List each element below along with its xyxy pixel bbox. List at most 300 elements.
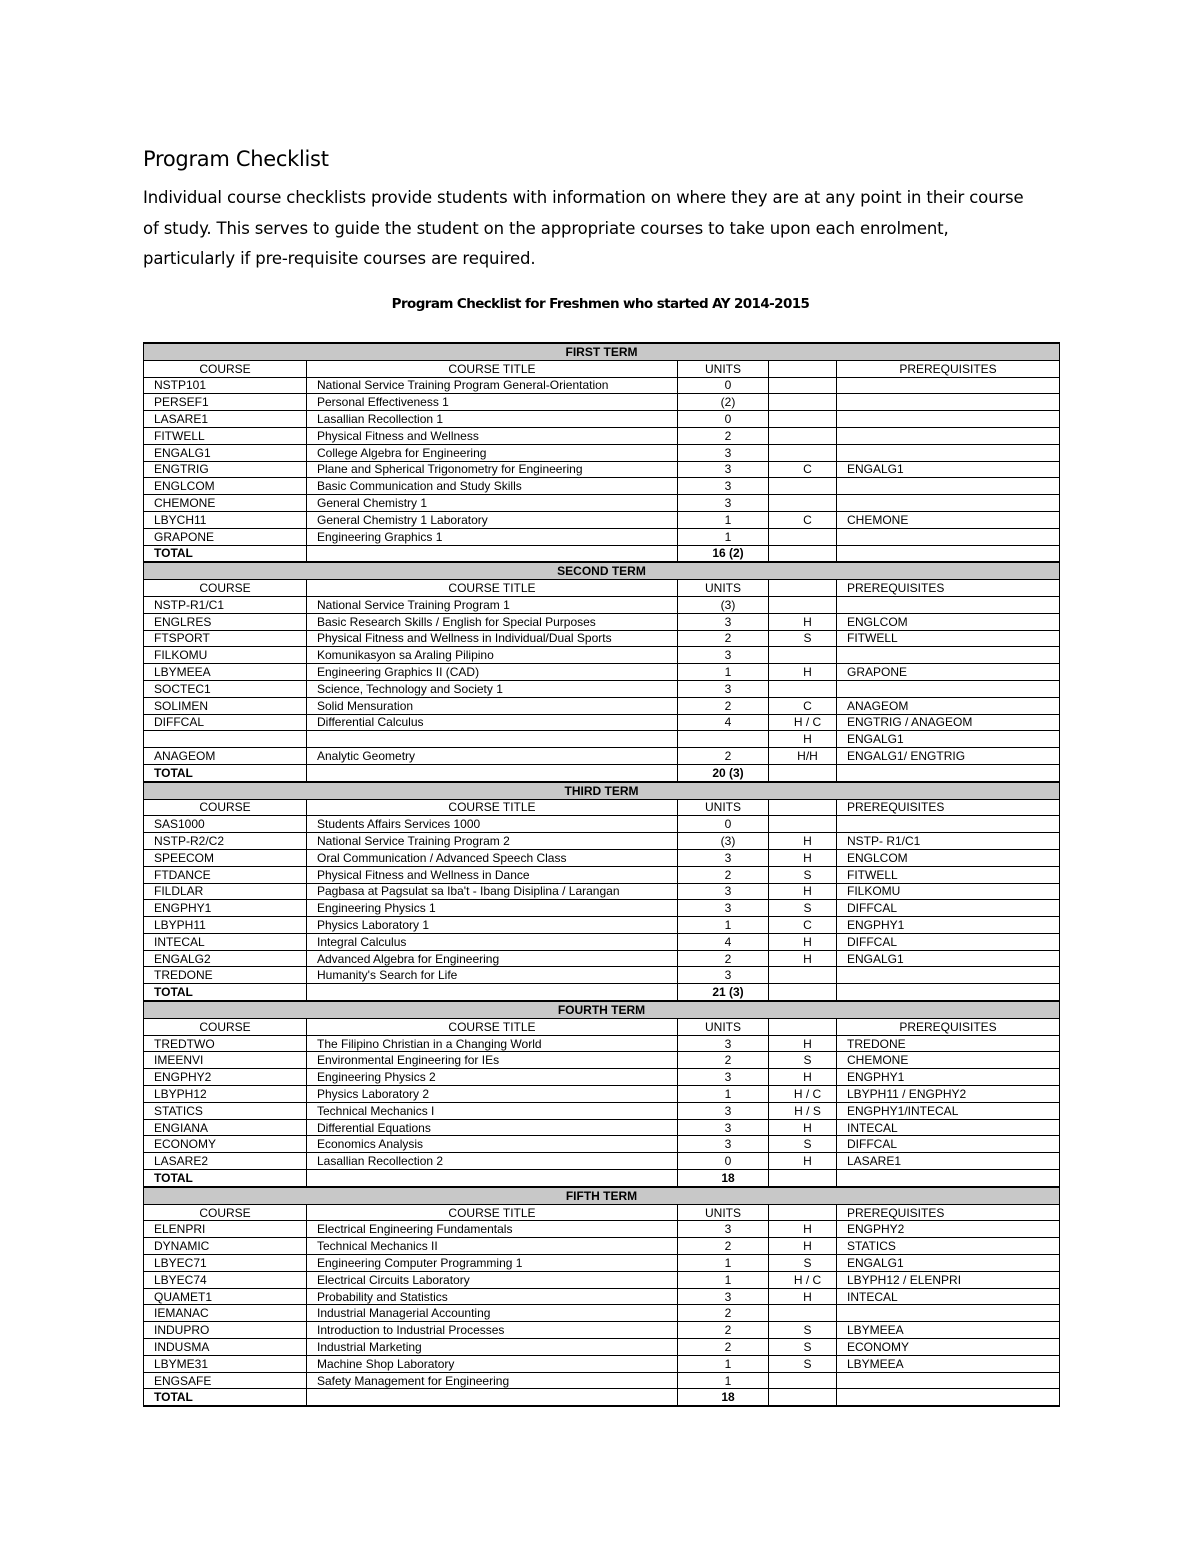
- course-code: TREDTWO: [144, 1035, 307, 1052]
- course-row: [144, 664, 1060, 681]
- column-header-units: UNITS: [678, 360, 769, 377]
- column-header-row: [144, 580, 1060, 597]
- course-code: SOLIMEN: [144, 697, 307, 714]
- prerequisite-type: [769, 377, 837, 394]
- column-header-title: COURSE TITLE: [307, 580, 678, 597]
- total-blank: [837, 764, 1060, 781]
- course-row: [144, 1355, 1060, 1372]
- course-prerequisites: [837, 1305, 1060, 1322]
- course-units: 2: [678, 630, 769, 647]
- prerequisite-type: H: [769, 849, 837, 866]
- course-prerequisites: [837, 478, 1060, 495]
- course-code: ENGLRES: [144, 613, 307, 630]
- term-name: FOURTH TERM: [144, 1001, 1060, 1018]
- course-code: NSTP-R1/C1: [144, 596, 307, 613]
- column-header-blank: [769, 1204, 837, 1221]
- prerequisite-type: [769, 967, 837, 984]
- prerequisite-type: H/H: [769, 748, 837, 765]
- course-row: [144, 950, 1060, 967]
- total-blank: [769, 1170, 837, 1187]
- course-units: 1: [678, 511, 769, 528]
- course-code: NSTP101: [144, 377, 307, 394]
- course-code: FILKOMU: [144, 647, 307, 664]
- course-prerequisites: ENGLCOM: [837, 849, 1060, 866]
- prerequisite-type: H: [769, 1288, 837, 1305]
- course-units: 3: [678, 613, 769, 630]
- course-title: Pagbasa at Pagsulat sa Iba't - Ibang Disiplina / Larangan: [307, 883, 678, 900]
- prerequisite-type: H: [769, 1035, 837, 1052]
- prerequisite-type: [769, 394, 837, 411]
- course-row: [144, 444, 1060, 461]
- course-code: STATICS: [144, 1102, 307, 1119]
- column-header-prerequisites: PREREQUISITES: [837, 360, 1060, 377]
- prerequisite-type: [769, 411, 837, 428]
- intro-paragraph: Individual course checklists provide students with information on where they are at any point in their course of study. This serves to guide the student on the appropriate courses to take upon each enrolment, particularly if pre-requisite courses are required.: [143, 188, 1024, 268]
- course-prerequisites: ECONOMY: [837, 1339, 1060, 1356]
- course-row: [144, 630, 1060, 647]
- course-code: ANAGEOM: [144, 748, 307, 765]
- term-header-row: [144, 782, 1060, 799]
- course-code: PERSEF1: [144, 394, 307, 411]
- course-prerequisites: [837, 411, 1060, 428]
- course-row: [144, 1136, 1060, 1153]
- course-units: 3: [678, 680, 769, 697]
- course-units: 3: [678, 444, 769, 461]
- course-units: 1: [678, 528, 769, 545]
- page-heading: Program Checklist: [143, 147, 329, 171]
- column-header-blank: [769, 1018, 837, 1035]
- course-units: 1: [678, 1355, 769, 1372]
- course-units: 3: [678, 967, 769, 984]
- course-row: [144, 427, 1060, 444]
- course-title: Economics Analysis: [307, 1136, 678, 1153]
- term-header-row: [144, 1001, 1060, 1018]
- course-prerequisites: ENGALG1: [837, 1255, 1060, 1272]
- course-row: [144, 411, 1060, 428]
- course-units: 2: [678, 697, 769, 714]
- course-units: 1: [678, 1086, 769, 1103]
- total-blank: [837, 545, 1060, 562]
- total-blank: [837, 984, 1060, 1001]
- column-header-prerequisites: PREREQUISITES: [837, 799, 1060, 816]
- total-label: TOTAL: [144, 984, 307, 1001]
- column-header-title: COURSE TITLE: [307, 1018, 678, 1035]
- course-prerequisites: ENGPHY2: [837, 1221, 1060, 1238]
- course-row: [144, 511, 1060, 528]
- course-row: [144, 816, 1060, 833]
- course-code: FILDLAR: [144, 883, 307, 900]
- total-blank: [837, 1389, 1060, 1406]
- course-code: IEMANAC: [144, 1305, 307, 1322]
- course-title: Machine Shop Laboratory: [307, 1355, 678, 1372]
- term-name: FIRST TERM: [144, 343, 1060, 360]
- course-prerequisites: ENGALG1: [837, 731, 1060, 748]
- prerequisite-type: S: [769, 630, 837, 647]
- course-title: Engineering Computer Programming 1: [307, 1255, 678, 1272]
- course-code: LBYEC71: [144, 1255, 307, 1272]
- course-units: 1: [678, 1255, 769, 1272]
- course-row: [144, 1102, 1060, 1119]
- course-title: Integral Calculus: [307, 933, 678, 950]
- course-title: Solid Mensuration: [307, 697, 678, 714]
- total-units: 18: [678, 1389, 769, 1406]
- course-row: [144, 1372, 1060, 1389]
- course-row: [144, 394, 1060, 411]
- course-prerequisites: ANAGEOM: [837, 697, 1060, 714]
- prerequisite-type: [769, 528, 837, 545]
- prerequisite-type: H: [769, 1153, 837, 1170]
- column-header-blank: [769, 580, 837, 597]
- course-code: LBYEC74: [144, 1271, 307, 1288]
- course-row: [144, 933, 1060, 950]
- prerequisite-type: H: [769, 613, 837, 630]
- course-row: [144, 1035, 1060, 1052]
- course-row: [144, 478, 1060, 495]
- column-header-title: COURSE TITLE: [307, 1204, 678, 1221]
- course-row: [144, 461, 1060, 478]
- prerequisite-type: H / C: [769, 1086, 837, 1103]
- course-row: [144, 1255, 1060, 1272]
- course-code: ENGSAFE: [144, 1372, 307, 1389]
- course-code: [144, 731, 307, 748]
- prerequisite-type: C: [769, 917, 837, 934]
- course-units: 0: [678, 1153, 769, 1170]
- course-row: [144, 1339, 1060, 1356]
- prerequisite-type: [769, 1372, 837, 1389]
- total-blank: [307, 984, 678, 1001]
- course-prerequisites: [837, 495, 1060, 512]
- course-prerequisites: ENGPHY1/INTECAL: [837, 1102, 1060, 1119]
- total-blank: [769, 1389, 837, 1406]
- course-units: (3): [678, 833, 769, 850]
- term-total-row: [144, 764, 1060, 781]
- course-title: Humanity's Search for Life: [307, 967, 678, 984]
- course-row: [144, 596, 1060, 613]
- course-row: [144, 1153, 1060, 1170]
- course-code: LBYPH11: [144, 917, 307, 934]
- course-prerequisites: ENGPHY1: [837, 1069, 1060, 1086]
- course-title: Engineering Physics 2: [307, 1069, 678, 1086]
- course-units: 3: [678, 478, 769, 495]
- prerequisite-type: [769, 1305, 837, 1322]
- term-name: FIFTH TERM: [144, 1187, 1060, 1204]
- course-prerequisites: GRAPONE: [837, 664, 1060, 681]
- total-blank: [307, 1170, 678, 1187]
- total-blank: [769, 545, 837, 562]
- total-blank: [307, 1389, 678, 1406]
- prerequisite-type: H: [769, 933, 837, 950]
- course-units: 2: [678, 1238, 769, 1255]
- course-row: [144, 714, 1060, 731]
- course-units: 3: [678, 647, 769, 664]
- course-title: General Chemistry 1 Laboratory: [307, 511, 678, 528]
- course-prerequisites: LBYMEEA: [837, 1355, 1060, 1372]
- column-header-row: [144, 360, 1060, 377]
- column-header-course: COURSE: [144, 360, 307, 377]
- column-header-prerequisites: PREREQUISITES: [837, 580, 1060, 597]
- course-units: 3: [678, 1119, 769, 1136]
- course-title: Advanced Algebra for Engineering: [307, 950, 678, 967]
- course-title: Differential Equations: [307, 1119, 678, 1136]
- course-row: [144, 680, 1060, 697]
- course-code: LASARE1: [144, 411, 307, 428]
- column-header-row: [144, 1204, 1060, 1221]
- course-units: 3: [678, 1221, 769, 1238]
- total-units: 18: [678, 1170, 769, 1187]
- course-title: Physics Laboratory 2: [307, 1086, 678, 1103]
- course-title: General Chemistry 1: [307, 495, 678, 512]
- prerequisite-type: S: [769, 1052, 837, 1069]
- course-row: [144, 1052, 1060, 1069]
- prerequisite-type: H / C: [769, 1271, 837, 1288]
- course-units: 3: [678, 1102, 769, 1119]
- prerequisite-type: S: [769, 1136, 837, 1153]
- prerequisite-type: [769, 427, 837, 444]
- total-label: TOTAL: [144, 1389, 307, 1406]
- course-prerequisites: [837, 647, 1060, 664]
- total-units: 20 (3): [678, 764, 769, 781]
- course-prerequisites: [837, 967, 1060, 984]
- course-row: [144, 647, 1060, 664]
- course-units: 4: [678, 933, 769, 950]
- course-code: ENGPHY1: [144, 900, 307, 917]
- course-title: Electrical Engineering Fundamentals: [307, 1221, 678, 1238]
- course-code: INTECAL: [144, 933, 307, 950]
- course-title: Physical Fitness and Wellness: [307, 427, 678, 444]
- column-header-prerequisites: PREREQUISITES: [837, 1204, 1060, 1221]
- course-units: 0: [678, 377, 769, 394]
- course-row: [144, 528, 1060, 545]
- course-code: LBYCH11: [144, 511, 307, 528]
- course-units: [678, 731, 769, 748]
- course-row: [144, 1238, 1060, 1255]
- total-blank: [307, 545, 678, 562]
- course-code: SPEECOM: [144, 849, 307, 866]
- course-prerequisites: ENGALG1: [837, 461, 1060, 478]
- column-header-prerequisites: PREREQUISITES: [837, 1018, 1060, 1035]
- prerequisite-type: H: [769, 664, 837, 681]
- prerequisite-type: S: [769, 1339, 837, 1356]
- course-title: Plane and Spherical Trigonometry for Engineering: [307, 461, 678, 478]
- prerequisite-type: [769, 680, 837, 697]
- course-title: [307, 731, 678, 748]
- course-row: [144, 1322, 1060, 1339]
- course-title: Industrial Managerial Accounting: [307, 1305, 678, 1322]
- column-header-units: UNITS: [678, 1204, 769, 1221]
- course-title: Engineering Graphics II (CAD): [307, 664, 678, 681]
- course-units: 3: [678, 900, 769, 917]
- prerequisite-type: C: [769, 461, 837, 478]
- course-row: [144, 377, 1060, 394]
- course-title: Technical Mechanics I: [307, 1102, 678, 1119]
- course-prerequisites: LASARE1: [837, 1153, 1060, 1170]
- course-prerequisites: FITWELL: [837, 866, 1060, 883]
- course-title: Lasallian Recollection 2: [307, 1153, 678, 1170]
- course-code: ENGLCOM: [144, 478, 307, 495]
- course-row: [144, 1119, 1060, 1136]
- prerequisite-type: H: [769, 950, 837, 967]
- column-header-title: COURSE TITLE: [307, 360, 678, 377]
- course-units: 1: [678, 917, 769, 934]
- course-row: [144, 833, 1060, 850]
- prerequisite-type: H: [769, 883, 837, 900]
- course-prerequisites: DIFFCAL: [837, 933, 1060, 950]
- course-prerequisites: FITWELL: [837, 630, 1060, 647]
- prerequisite-type: [769, 478, 837, 495]
- course-units: (2): [678, 394, 769, 411]
- prerequisite-type: H / S: [769, 1102, 837, 1119]
- column-header-row: [144, 1018, 1060, 1035]
- course-units: 1: [678, 1372, 769, 1389]
- term-total-row: [144, 1170, 1060, 1187]
- course-units: 3: [678, 495, 769, 512]
- course-prerequisites: DIFFCAL: [837, 1136, 1060, 1153]
- course-code: QUAMET1: [144, 1288, 307, 1305]
- course-code: LBYMEEA: [144, 664, 307, 681]
- course-title: Environmental Engineering for IEs: [307, 1052, 678, 1069]
- course-code: ENGALG1: [144, 444, 307, 461]
- course-row: [144, 1271, 1060, 1288]
- course-title: National Service Training Program General-Orientation: [307, 377, 678, 394]
- course-title: Personal Effectiveness 1: [307, 394, 678, 411]
- prerequisite-type: C: [769, 697, 837, 714]
- course-units: 0: [678, 411, 769, 428]
- course-prerequisites: CHEMONE: [837, 511, 1060, 528]
- course-units: 2: [678, 427, 769, 444]
- course-row: [144, 748, 1060, 765]
- course-title: Introduction to Industrial Processes: [307, 1322, 678, 1339]
- prerequisite-type: S: [769, 866, 837, 883]
- course-title: Physical Fitness and Wellness in Individual/Dual Sports: [307, 630, 678, 647]
- prerequisite-type: [769, 596, 837, 613]
- course-units: 2: [678, 1052, 769, 1069]
- course-prerequisites: [837, 596, 1060, 613]
- course-units: 3: [678, 849, 769, 866]
- prerequisite-type: C: [769, 511, 837, 528]
- course-row: [144, 866, 1060, 883]
- prerequisite-type: H: [769, 1221, 837, 1238]
- course-row: [144, 697, 1060, 714]
- course-row: [144, 883, 1060, 900]
- course-code: INDUSMA: [144, 1339, 307, 1356]
- course-title: The Filipino Christian in a Changing World: [307, 1035, 678, 1052]
- course-title: Science, Technology and Society 1: [307, 680, 678, 697]
- column-header-course: COURSE: [144, 799, 307, 816]
- course-units: 2: [678, 748, 769, 765]
- course-title: National Service Training Program 2: [307, 833, 678, 850]
- course-units: 1: [678, 664, 769, 681]
- column-header-units: UNITS: [678, 1018, 769, 1035]
- course-prerequisites: NSTP- R1/C1: [837, 833, 1060, 850]
- course-prerequisites: LBYPH12 / ELENPRI: [837, 1271, 1060, 1288]
- course-row: [144, 917, 1060, 934]
- course-code: ENGIANA: [144, 1119, 307, 1136]
- course-prerequisites: [837, 528, 1060, 545]
- prerequisite-type: [769, 444, 837, 461]
- course-row: [144, 1086, 1060, 1103]
- term-header-row: [144, 1187, 1060, 1204]
- course-prerequisites: ENGLCOM: [837, 613, 1060, 630]
- course-title: Komunikasyon sa Araling Pilipino: [307, 647, 678, 664]
- course-row: [144, 1305, 1060, 1322]
- course-row: [144, 613, 1060, 630]
- term-name: SECOND TERM: [144, 562, 1060, 579]
- course-title: Engineering Physics 1: [307, 900, 678, 917]
- course-code: LBYME31: [144, 1355, 307, 1372]
- term-name: THIRD TERM: [144, 782, 1060, 799]
- prerequisite-type: H: [769, 731, 837, 748]
- course-title: Students Affairs Services 1000: [307, 816, 678, 833]
- course-row: [144, 1221, 1060, 1238]
- course-code: FITWELL: [144, 427, 307, 444]
- course-units: 2: [678, 950, 769, 967]
- prerequisite-type: H: [769, 1119, 837, 1136]
- course-units: 0: [678, 816, 769, 833]
- course-code: LBYPH12: [144, 1086, 307, 1103]
- course-prerequisites: [837, 1372, 1060, 1389]
- course-prerequisites: FILKOMU: [837, 883, 1060, 900]
- course-prerequisites: DIFFCAL: [837, 900, 1060, 917]
- course-units: (3): [678, 596, 769, 613]
- course-units: 3: [678, 461, 769, 478]
- course-title: Physics Laboratory 1: [307, 917, 678, 934]
- course-row: [144, 849, 1060, 866]
- course-prerequisites: ENGPHY1: [837, 917, 1060, 934]
- course-code: INDUPRO: [144, 1322, 307, 1339]
- column-header-units: UNITS: [678, 799, 769, 816]
- course-title: Engineering Graphics 1: [307, 528, 678, 545]
- course-code: IMEENVI: [144, 1052, 307, 1069]
- course-row: [144, 1069, 1060, 1086]
- course-title: Oral Communication / Advanced Speech Class: [307, 849, 678, 866]
- term-header-row: [144, 343, 1060, 360]
- course-code: ENGTRIG: [144, 461, 307, 478]
- prerequisite-type: S: [769, 900, 837, 917]
- course-code: FTDANCE: [144, 866, 307, 883]
- column-header-row: [144, 799, 1060, 816]
- course-title: Physical Fitness and Wellness in Dance: [307, 866, 678, 883]
- total-units: 16 (2): [678, 545, 769, 562]
- total-label: TOTAL: [144, 545, 307, 562]
- prerequisite-type: [769, 816, 837, 833]
- course-title: Analytic Geometry: [307, 748, 678, 765]
- course-row: [144, 1288, 1060, 1305]
- course-title: Basic Research Skills / English for Special Purposes: [307, 613, 678, 630]
- course-prerequisites: ENGTRIG / ANAGEOM: [837, 714, 1060, 731]
- course-units: 4: [678, 714, 769, 731]
- course-row: [144, 967, 1060, 984]
- course-prerequisites: [837, 816, 1060, 833]
- course-code: ECONOMY: [144, 1136, 307, 1153]
- course-title: Lasallian Recollection 1: [307, 411, 678, 428]
- course-title: Technical Mechanics II: [307, 1238, 678, 1255]
- course-prerequisites: INTECAL: [837, 1288, 1060, 1305]
- course-code: ENGPHY2: [144, 1069, 307, 1086]
- course-code: GRAPONE: [144, 528, 307, 545]
- column-header-blank: [769, 799, 837, 816]
- course-row: [144, 900, 1060, 917]
- course-code: TREDONE: [144, 967, 307, 984]
- course-code: CHEMONE: [144, 495, 307, 512]
- course-prerequisites: [837, 427, 1060, 444]
- total-label: TOTAL: [144, 1170, 307, 1187]
- course-code: LASARE2: [144, 1153, 307, 1170]
- course-code: DIFFCAL: [144, 714, 307, 731]
- total-blank: [307, 764, 678, 781]
- course-units: 2: [678, 866, 769, 883]
- course-title: Industrial Marketing: [307, 1339, 678, 1356]
- column-header-course: COURSE: [144, 580, 307, 597]
